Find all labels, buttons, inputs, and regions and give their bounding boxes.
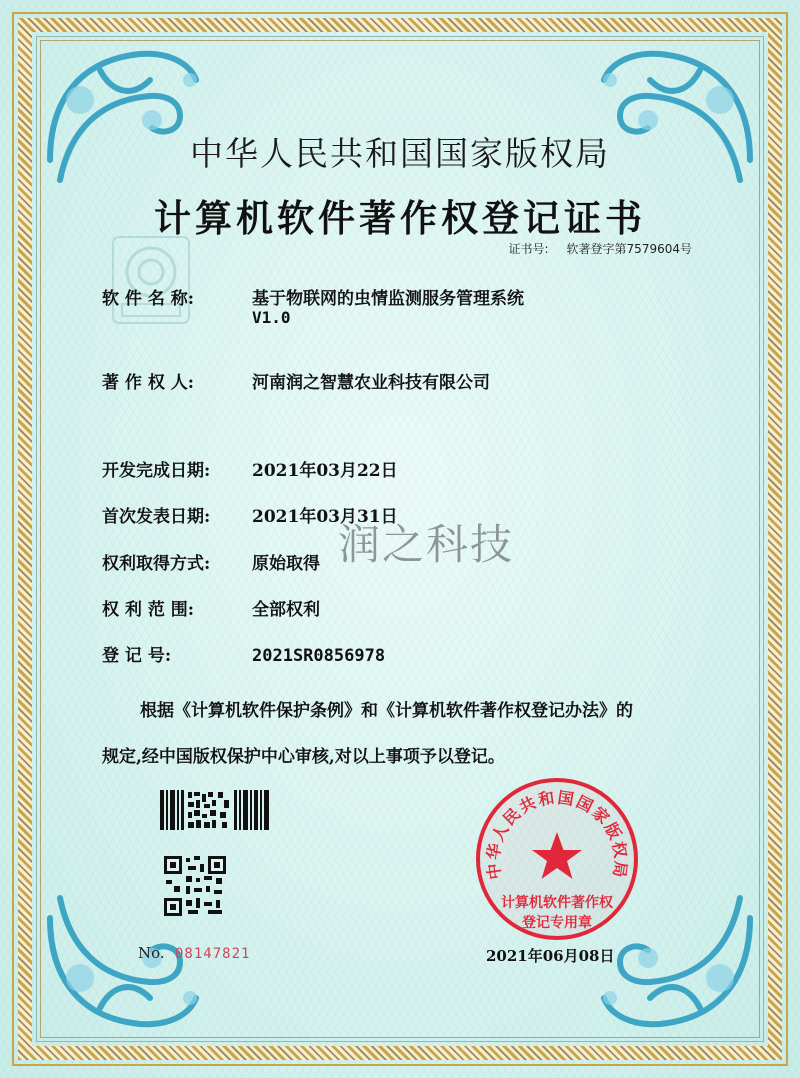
field-registration-number [102, 641, 385, 666]
svg-text:中华人民共和国国家版权局: 中华人民共和国国家版权局 [483, 787, 631, 881]
certificate-title: 计算机软件著作权登记证书 [154, 196, 646, 240]
field-development-date [102, 456, 398, 481]
cpcc-emblem-icon [110, 234, 192, 326]
watermark-text: 润之科技 [338, 520, 515, 569]
statement-line-1: 根据《计算机软件保护条例》和《计算机软件著作权登记办法》的 [140, 701, 633, 721]
field-label: 著 作 权 人: [102, 373, 195, 393]
statement-line-2: 规定,经中国版权保护中心审核,对以上事项予以登记。 [102, 747, 505, 767]
field-label: 权利取得方式: [102, 554, 211, 574]
field-label: 首次发表日期: [102, 507, 211, 527]
field-value: 2021年03月31日 [252, 507, 398, 527]
certificate-number [509, 240, 693, 257]
field-value: 2021年03月22日 [252, 461, 398, 481]
certificate-number-value: 软著登字第7579604号 [566, 242, 692, 256]
barcode-icon [160, 790, 272, 830]
field-copyright-owner [102, 368, 490, 393]
field-rights-scope [102, 595, 320, 620]
qr-code-icon [164, 856, 226, 916]
certificate-number-label: 证书号: [508, 242, 549, 256]
field-value: 全部权利 [252, 600, 320, 620]
field-value: 原始取得 [252, 554, 320, 574]
issue-date: 2021年06月08日 [486, 947, 615, 965]
field-value: 2021SR0856978 [252, 646, 386, 666]
seal-inner-line-1: 计算机软件著作权 [501, 895, 613, 911]
field-value: 河南润之智慧农业科技有限公司 [252, 373, 490, 393]
field-value-version: V1.0 [252, 308, 291, 327]
issuing-authority: 中华人民共和国国家版权局 [190, 134, 610, 173]
field-label: 权 利 范 围: [102, 600, 195, 620]
serial-number-value: 08147821 [175, 946, 251, 962]
field-value: 基于物联网的虫情监测服务管理系统 [252, 289, 524, 309]
field-label: 开发完成日期: [102, 461, 211, 481]
field-software-name [102, 284, 524, 327]
seal-inner-line-2: 登记专用章 [522, 915, 592, 931]
serial-number-label: No. [138, 944, 165, 962]
field-acquisition-method [102, 549, 320, 574]
field-label: 登 记 号: [102, 646, 172, 666]
field-label: 软 件 名 称: [102, 289, 195, 309]
